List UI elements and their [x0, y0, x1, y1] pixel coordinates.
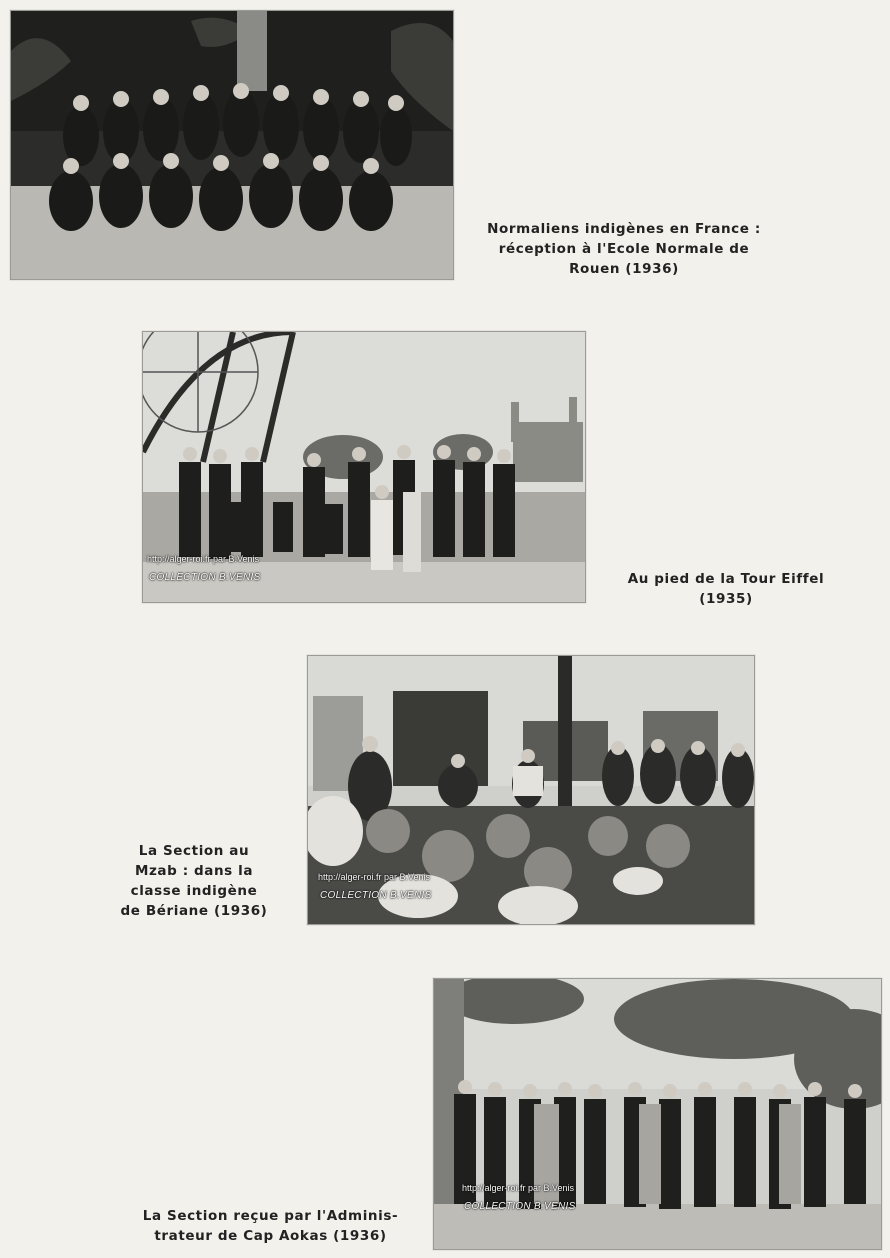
caption-line: (1935)	[699, 591, 753, 607]
caption-eiffel	[616, 569, 836, 609]
photo-cap-aokas-group	[433, 978, 882, 1250]
photo-beriane-classroom	[307, 655, 755, 925]
caption-beriane	[112, 841, 276, 921]
watermark-url: http://alger-roi.fr par B.Venis	[462, 1183, 575, 1193]
photo-rouen-group	[10, 10, 454, 280]
caption-line: trateur de Cap Aokas (1936)	[154, 1228, 387, 1244]
caption-line: La Section au	[138, 843, 250, 859]
caption-line: classe indigène	[130, 883, 258, 899]
caption-cap-aokas	[128, 1206, 413, 1246]
caption-line: réception à l'Ecole Normale de	[498, 241, 750, 257]
caption-line: Mzab : dans la	[134, 863, 254, 879]
caption-rouen	[484, 219, 764, 279]
caption-line: Au pied de la Tour Eiffel	[627, 571, 825, 587]
caption-line: Rouen (1936)	[569, 261, 679, 277]
caption-line: La Section reçue par l'Adminis-	[142, 1208, 399, 1224]
caption-line: de Bériane (1936)	[120, 903, 268, 919]
caption-line: Normaliens indigènes en France :	[487, 221, 761, 237]
watermark-collection: COLLECTION B.VENIS	[464, 1201, 576, 1212]
watermark-url: http://alger-roi.fr par B.Venis	[318, 872, 431, 882]
photo-eiffel-group	[142, 331, 586, 603]
watermark-collection: COLLECTION B.VENIS	[149, 572, 261, 583]
watermark-url: http://alger-roi.fr par B.Venis	[147, 554, 260, 564]
watermark-collection: COLLECTION B.VENIS	[320, 890, 432, 901]
